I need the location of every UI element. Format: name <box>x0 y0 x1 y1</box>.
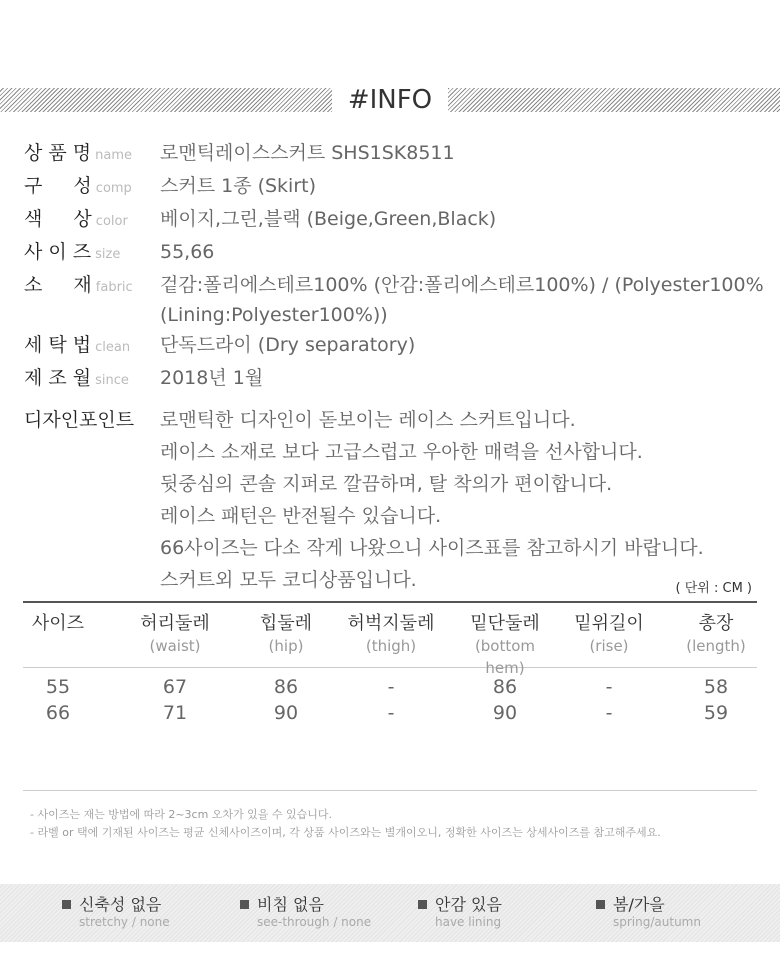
column-header: 사이즈 <box>31 613 85 634</box>
column-header-en: (rise) <box>589 637 629 655</box>
feature-label: 비침 없음 <box>257 895 324 914</box>
column-header-en: (thigh) <box>365 637 417 655</box>
feature-label-en: spring/autumn <box>613 915 701 929</box>
feature-band <box>0 884 780 942</box>
info-label-en: size <box>95 247 121 262</box>
table-cell: 67 <box>162 676 188 698</box>
table-bottom-divider <box>23 790 757 791</box>
table-cell: 55 <box>45 676 71 698</box>
info-label: 사 이 즈 <box>24 241 92 263</box>
design-point-line: 뒷중심의 콘솔 지퍼로 깔끔하며, 탈 착의가 편이합니다. <box>160 473 613 495</box>
feature-label: 안감 있음 <box>435 895 502 914</box>
size-unit-label: ( 단위 : CM ) <box>675 581 752 596</box>
table-row <box>23 674 757 700</box>
design-point-label: 디자인포인트 <box>24 409 135 431</box>
table-cell: - <box>605 702 613 724</box>
feature-item-lining <box>418 896 502 930</box>
table-cell: 90 <box>492 702 518 724</box>
info-value: 55,66 <box>160 241 215 263</box>
note-line: - 사이즈는 재는 방법에 따라 2~3cm 오차가 있을 수 있습니다. <box>30 808 333 821</box>
table-cell: 71 <box>162 702 188 724</box>
info-value: 스커트 1종 (Skirt) <box>160 175 317 197</box>
feature-item-season <box>596 896 701 930</box>
info-value: 베이지,그린,블랙 (Beige,Green,Black) <box>160 208 497 230</box>
feature-label: 신축성 없음 <box>79 895 162 914</box>
table-row <box>23 700 757 726</box>
column-header: 허벅지둘레 <box>347 613 435 634</box>
info-label: 제 조 월 <box>24 367 92 389</box>
info-row-size <box>24 237 780 270</box>
design-point-line: 스커트외 모두 코디상품입니다. <box>160 569 417 591</box>
feature-label-en: stretchy / none <box>79 915 170 929</box>
feature-item-seethrough <box>240 896 371 930</box>
info-value: 단독드라이 (Dry separatory) <box>160 334 416 356</box>
column-header-en: (bottom hem) <box>474 637 536 677</box>
square-bullet-icon <box>418 900 427 909</box>
square-bullet-icon <box>62 900 71 909</box>
info-label-en: name <box>95 148 133 163</box>
info-value: 2018년 1월 <box>160 367 264 389</box>
info-label-en: clean <box>95 340 131 355</box>
info-value-line2: (Lining:Polyester100%)) <box>160 304 388 326</box>
table-cell: 59 <box>703 702 729 724</box>
info-row-color <box>24 204 780 237</box>
table-cell: - <box>605 676 613 698</box>
info-row-since <box>24 363 780 396</box>
info-value: 로맨틱레이스스커트 SHS1SK8511 <box>160 142 455 164</box>
design-point-line: 66사이즈는 다소 작게 나왔으니 사이즈표를 참고하시기 바랍니다. <box>160 537 704 559</box>
table-cell: 86 <box>492 676 518 698</box>
size-notes <box>30 806 661 842</box>
info-label-en: since <box>95 373 129 388</box>
feature-label-en: have lining <box>435 915 502 929</box>
note-line: - 라벨 or 택에 기재된 사이즈는 평균 신체사이즈이며, 각 상품 사이즈와는 별개이오니, 정확한 사이즈는 상세사이즈를 참고해주세요. <box>30 826 661 839</box>
column-header: 밑위길이 <box>574 613 644 634</box>
feature-label-en: see-through / none <box>257 915 372 929</box>
info-row-fabric <box>24 270 780 330</box>
design-point-line: 레이스 패턴은 반전될수 있습니다. <box>160 505 442 527</box>
feature-label: 봄/가을 <box>613 895 665 914</box>
table-cell: 66 <box>45 702 71 724</box>
info-label: 세 탁 법 <box>24 334 92 356</box>
column-header: 힙둘레 <box>259 613 313 634</box>
info-label: 구 성 <box>24 175 92 197</box>
product-info-list <box>24 138 780 396</box>
info-value: 겉감:폴리에스테르100% (안감:폴리에스테르100%) / (Polyester100% <box>160 274 764 296</box>
column-header-en: (length) <box>686 637 746 655</box>
table-cell: 90 <box>273 702 299 724</box>
feature-item-stretch <box>62 896 170 930</box>
column-header: 총장 <box>698 613 734 634</box>
info-label: 상 품 명 <box>24 142 92 164</box>
column-header-en: (hip) <box>268 637 304 655</box>
info-label-en: fabric <box>95 280 133 295</box>
table-cell: - <box>387 676 395 698</box>
square-bullet-icon <box>240 900 249 909</box>
info-label: 소 재 <box>24 274 92 296</box>
design-point-line: 로맨틱한 디자인이 돋보이는 레이스 스커트입니다. <box>160 409 576 431</box>
info-row-name <box>24 138 780 171</box>
page-title: #INFO <box>332 84 448 116</box>
table-cell: 86 <box>273 676 299 698</box>
size-table <box>23 601 757 726</box>
design-point-section <box>24 404 780 596</box>
table-cell: - <box>387 702 395 724</box>
info-label: 색 상 <box>24 208 92 230</box>
square-bullet-icon <box>596 900 605 909</box>
info-label-en: comp <box>95 181 132 196</box>
info-row-comp <box>24 171 780 204</box>
info-row-clean <box>24 330 780 363</box>
table-cell: 58 <box>703 676 729 698</box>
column-header-en: (waist) <box>149 637 201 655</box>
table-header-row <box>23 603 757 677</box>
info-label-en: color <box>95 214 128 229</box>
design-point-line: 레이스 소재로 보다 고급스럽고 우아한 매력을 선사합니다. <box>160 441 643 463</box>
column-header: 허리둘레 <box>140 613 210 634</box>
column-header: 밑단둘레 <box>470 613 540 634</box>
